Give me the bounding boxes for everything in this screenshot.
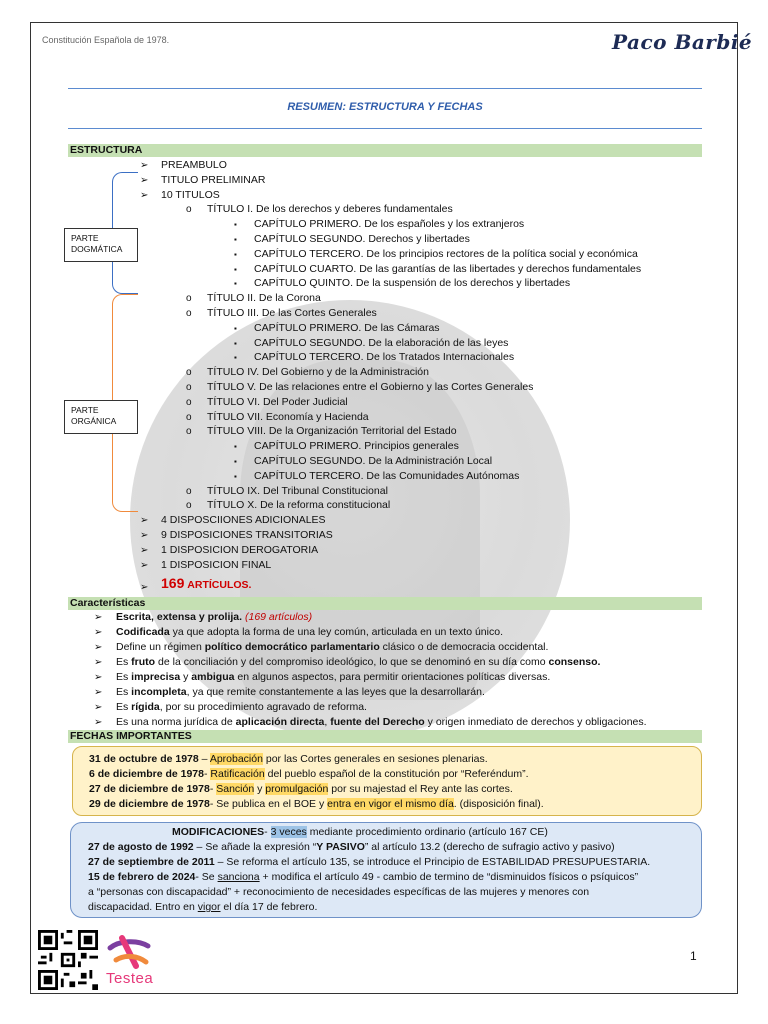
fecha-3: 27 de diciembre de 1978- Sanción y promulgación por su majestad el Rey ante las cortes. [89,783,513,795]
modificacion-3-line-3: discapacidad. Entro en vigor el día 17 de febrero. [88,901,318,913]
estructura-item: CAPÍTULO TERCERO. De los principios rectores de la política social y económica [254,247,638,260]
estructura-item: TITULO PRELIMINAR [161,173,266,186]
square-bullet-icon: ▪ [234,220,237,230]
square-bullet-icon: ▪ [234,323,237,333]
estructura-item: CAPÍTULO CUARTO. De las garantías de las libertades y derechos fundamentales [254,262,642,275]
estructura-item: TÍTULO VI. Del Poder Judicial [207,395,348,408]
circle-bullet-icon: o [186,308,192,319]
arrow-bullet-icon: ➢ [94,687,103,698]
modificacion-3: 15 de febrero de 2024- Se sanciona + modifica el artículo 49 - cambio de termino de “disminuidos físicos o psíquicos” [88,871,639,883]
articulos-line: 169 ARTÍCULOS. [161,575,252,591]
arrow-bullet-icon: ➢ [94,657,103,668]
circle-bullet-icon: o [186,485,192,497]
caracteristica-3: Define un régimen político democrático parlamentario clásico o de democracia occidental. [116,641,549,653]
label-parte-dogmatica: PARTE DOGMÁTICA [64,228,138,262]
estructura-item: CAPÍTULO TERCERO. De los Tratados Internacionales [254,351,515,364]
square-bullet-icon: ▪ [234,338,237,348]
estructura-item: PREAMBULO [161,159,227,171]
arrow-bullet-icon: ➢ [140,559,149,571]
section-heading-fechas: FECHAS IMPORTANTES [68,730,702,743]
testea-logo-icon [106,934,152,970]
estructura-item: TÍTULO I. De los derechos y deberes fundamentales [207,203,453,216]
caracteristica-2: Codificada ya que adopta la forma de una ley común, articulada en un texto único. [116,626,503,638]
modificaciones-title: MODIFICACIONES- 3 veces mediante procedimiento ordinario (artículo 167 CE) [172,826,548,838]
arrow-bullet-icon: ➢ [140,515,149,527]
top-rule [68,88,702,89]
brand-logo: Paco Barbié [612,30,753,54]
arrow-bullet-icon: ➢ [94,717,103,728]
circle-bullet-icon: o [186,411,192,423]
estructura-item: 1 DISPOSICION FINAL [161,558,272,571]
estructura-item: TÍTULO III. De las Cortes Generales [207,307,377,319]
estructura-item: CAPÍTULO SEGUNDO. De la elaboración de las leyes [254,336,509,349]
estructura-item: 10 TITULOS [161,188,220,201]
caracteristica-7: Es rígida, por su procedimiento agravado de reforma. [116,701,367,713]
square-bullet-icon: ▪ [234,442,237,452]
square-bullet-icon: ▪ [234,279,237,289]
circle-bullet-icon: o [186,396,192,408]
fecha-4: 29 de diciembre de 1978- Se publica en el BOE y entra en vigor el mismo día. (disposición final). [89,798,544,810]
modificacion-3-line-2: a “personas con discapacidad” + reconocimiento de necesidades específicas de las mujeres y menores con [88,886,590,898]
arrow-bullet-icon: ➢ [140,160,149,171]
arrow-bullet-icon: ➢ [140,189,149,201]
estructura-item: TÍTULO X. De la reforma constitucional [207,499,391,512]
arrow-bullet-icon: ➢ [140,530,149,541]
caracteristica-1: Escrita, extensa y prolija. (169 artículos) [116,611,313,623]
fecha-2: 6 de diciembre de 1978- Ratificación del pueblo español de la constitución por “Referéndum”. [89,768,529,780]
label-parte-organica: PARTE ORGÁNICA [64,400,138,434]
estructura-item: TÍTULO VIII. De la Organización Territorial del Estado [207,425,457,438]
estructura-item: 4 DISPOSCIIONES ADICIONALES [161,514,326,527]
square-bullet-icon: ▪ [234,457,237,466]
circle-bullet-icon: o [186,367,192,379]
arrow-bullet-icon: ➢ [94,672,103,683]
estructura-item: CAPÍTULO PRIMERO. Principios generales [254,440,459,453]
estructura-item: CAPÍTULO PRIMERO. De los españoles y los extranjeros [254,218,525,231]
arrow-bullet-icon: ➢ [94,612,103,623]
arrow-bullet-icon: ➢ [94,627,103,638]
square-bullet-icon: ▪ [234,249,237,259]
arrow-bullet-icon: ➢ [140,582,149,593]
caracteristica-6: Es incompleta, ya que remite constantemente a las leyes que la desarrollarán. [116,686,485,698]
arrow-bullet-icon: ➢ [94,642,103,653]
document-label: Constitución Española de 1978. [42,35,170,45]
caracteristica-8: Es una norma jurídica de aplicación directa, fuente del Derecho y origen inmediato de derechos y obligaciones. [116,716,647,728]
circle-bullet-icon: o [186,426,192,438]
estructura-item: TÍTULO II. De la Corona [207,292,321,305]
circle-bullet-icon: o [186,293,192,305]
square-bullet-icon: ▪ [234,264,237,274]
estructura-item: TÍTULO IV. Del Gobierno y de la Administración [207,366,429,379]
estructura-item: TÍTULO IX. Del Tribunal Constitucional [207,484,388,497]
estructura-item: TÍTULO VII. Economía y Hacienda [207,410,369,423]
title-rule [68,128,702,129]
qr-code-icon[interactable] [38,930,98,990]
section-heading-caracteristicas: Características [68,597,702,610]
estructura-item: 9 DISPOSICIONES TRANSITORIAS [161,529,333,541]
modificacion-2: 27 de septiembre de 2011 – Se reforma el artículo 135, se introduce el Principio de ESTABILIDAD PRESUPUESTARIA. [88,856,651,868]
square-bullet-icon: ▪ [234,471,237,481]
circle-bullet-icon: o [186,382,192,393]
arrow-bullet-icon: ➢ [140,544,149,556]
modificacion-1: 27 de agosto de 1992 – Se añade la expresión “Y PASIVO” al artículo 13.2 (derecho de sufragio activo y pasivo) [88,841,615,853]
page-title: RESUMEN: ESTRUCTURA Y FECHAS [287,101,483,113]
arrow-bullet-icon: ➢ [94,702,103,713]
page-number: 1 [690,949,697,963]
square-bullet-icon: ▪ [234,235,237,244]
circle-bullet-icon: o [186,500,192,512]
fecha-1: 31 de octubre de 1978 – Aprobación por las Cortes generales en sesiones plenarias. [89,753,488,765]
estructura-item: CAPÍTULO SEGUNDO. Derechos y libertades [254,233,470,245]
estructura-item: CAPÍTULO SEGUNDO. De la Administración Local [254,455,493,467]
section-heading-estructura: ESTRUCTURA [68,144,702,157]
estructura-item: TÍTULO V. De las relaciones entre el Gobierno y las Cortes Generales [207,381,534,393]
arrow-bullet-icon: ➢ [140,174,149,186]
estructura-item: CAPÍTULO PRIMERO. De las Cámaras [254,321,440,334]
estructura-item: CAPÍTULO TERCERO. De las Comunidades Autónomas [254,469,520,482]
caracteristica-4: Es fruto de la conciliación y del compromiso ideológico, lo que se denominó en su día como consenso. [116,656,601,668]
caracteristica-5: Es imprecisa y ambigua en algunos aspectos, para permitir orientaciones políticas diversas. [116,671,551,683]
testea-brand: Testea [106,970,154,987]
circle-bullet-icon: o [186,204,192,216]
estructura-item: CAPÍTULO QUINTO. De la suspensión de los derechos y libertades [254,277,571,290]
square-bullet-icon: ▪ [234,353,237,363]
estructura-item: 1 DISPOSICION DEROGATORIA [161,543,319,556]
